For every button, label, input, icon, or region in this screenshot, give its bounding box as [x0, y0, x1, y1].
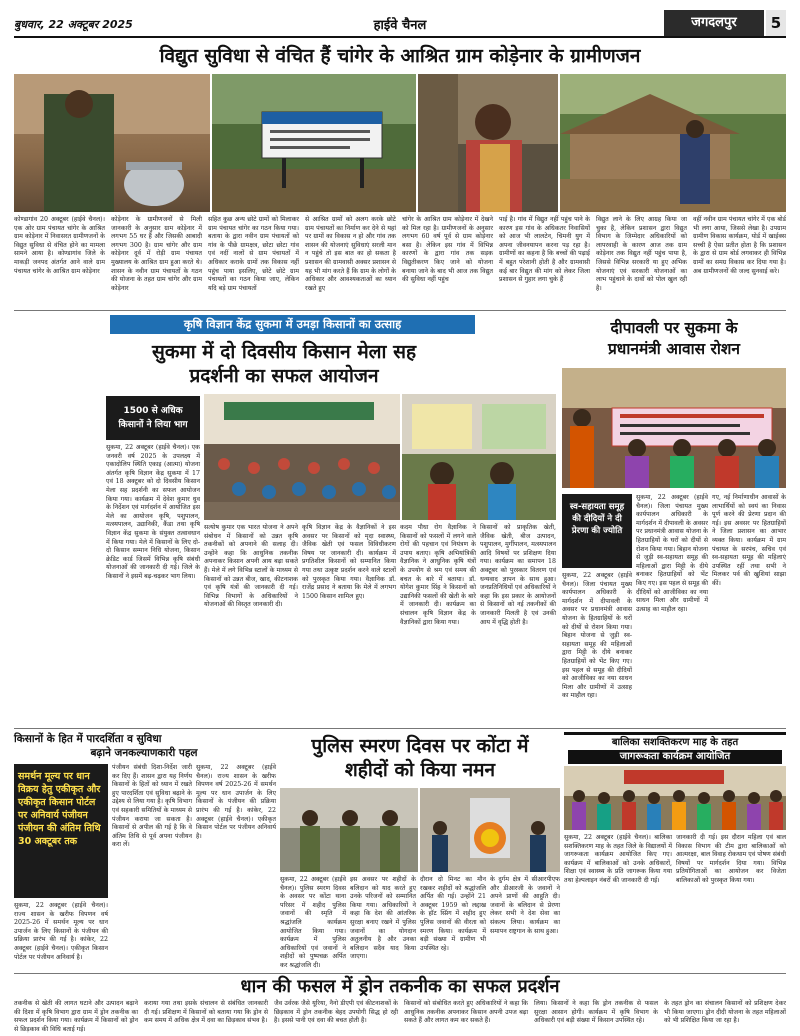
- story4-highlight-box: समर्थन मूल्य पर धान विक्रय हेतु एकीकृत और एकीकृत किसान पोर्टल पर अनिवार्य पंजीयन पंजीयन की अंतिम तिथि 30 अक्टूबर तक: [14, 764, 108, 898]
- story2-headline-line1: सुकमा में दो दिवसीय किसान मेला सह: [151, 341, 417, 363]
- story6-photo-girls-group: [564, 766, 786, 830]
- story7-col-4: किसानों को संबोधित करते हुए अधिकारियों ने कहा कि आधुनिक तकनीक अपनाकर किसान अपनी उपज बढ़ा सकते हैं और लागत कम कर सकते हैं।: [404, 1000, 528, 1025]
- page-header: [14, 10, 786, 38]
- story5-headline-line2: शहीदों को किया नमन: [344, 759, 496, 781]
- page-number: 5: [766, 10, 786, 36]
- story1-col-1: कोण्डागांव 20 अक्टूबर (हाईवे चैनल)। एक ओर ग्राम पंचायत चांगेर के आश्रित ग्राम कोड़ेनार में निवासरत ग्रामीणजनों के विद्युत सुविधा से वंचित होने का मामला सामने आया है। कोण्डागांव जिले के माकड़ी जनपद अंतर्गत आने वाले ग्राम पंचायत चांगेर के आश्रित ग्राम कोड़ेनार: [14, 216, 105, 275]
- story2-banner: कृषि विज्ञान केंद्र सुकमा में उमड़ा किसानों का उत्साह: [110, 315, 475, 334]
- story6-col-2: जानकारी दी गई। इस दौरान महिला एवं बाल विकास विभाग की टीम द्वारा बालिकाओं को आत्मरक्षा, बाल विवाह रोकथाम एवं पोषण संबंधी विषयों पर मार्गदर्शन दिया गया। विभिन्न प्रतियोगिताओं का आयोजन कर विजेता बालिकाओं को पुरस्कृत किया गया।: [676, 834, 787, 884]
- story2-col-4: कदम पौधा रोग वैज्ञानिक ने किसानों को फसलों में लगने वाले रोगों की पहचान एवं नियंत्रण के उपाय बताए। कृषि अभियांत्रिकी वैज्ञानिक ने आधुनिक कृषि यंत्रों के उपयोग से श्रम एवं समय की बचत के बारे में बताया। डॉ. योगेश कुमार सिंह ने किसानों को उद्यानिकी फसलों की खेती के बारे में जानकारी दी। कार्यक्रम का संचालन कृषि विज्ञान केंद्र के वैज्ञानिकों द्वारा किया गया।: [400, 524, 476, 626]
- story1-photo-woman-with-pot: [14, 74, 210, 212]
- story3-col-3: गए, नई निर्माणाधीन आवासों के लाभार्थियों को स्वयं का निवास पूर्ण करने की प्रेरणा प्रदान की गई। इस अवसर पर हितग्राहियों ने जिला प्रशासन का आभार व्यक्त किया। कार्यक्रम में ग्राम पंचायत के सरपंच, सचिव एवं स्व-सहायता समूह की महिलाएं उपस्थित रहीं तथा सभी ने मिलकर पर्व की खुशियां साझा कीं।: [712, 494, 786, 587]
- edition-city: जगदलपुर: [664, 10, 764, 36]
- story1-col-2: कोड़ेनार के ग्रामीणजनों से मिली जानकारी के अनुसार ग्राम कोड़ेनार में लगभग 55 घर हैं और जिसकी आबादी लगभग 300 है। ग्राम चांगेर और ग्राम कोड़ेनार दूर्व में रोड़ी ग्राम पंचायत मुख्यालय के आश्रित ग्राम हुआ करते थे। शासन के नवीन ग्राम पंचायतों के गठन की योजना के तहत ग्राम चांगेर और ग्राम कोड़ेनार: [111, 216, 202, 292]
- story3-col-1a: [562, 572, 632, 724]
- story7-col-5: लिया। किसानों ने कहा कि ड्रोन तकनीक से फसल सुरक्षा आसान होगी। कार्यक्रम में कृषि विभाग के अधिकारी एवं बड़ी संख्या में किसान उपस्थित रहे।: [534, 1000, 658, 1025]
- story1-col-3: सहित कुछ अन्य छोटे ग्रामों को मिलाकर ग्राम पंचायत चांगेर का गठन किया गया। बताया के द्वारा नवीन ग्राम पंचायतों को गांव के पीछे ग्रामक्षत्र, छोटा छोटा गांव एवं नदीं नालों से ग्राम पंचायतों में अधिकार कराके ग्रामों तक विकास नहीं पहुंच पाया इसलिए, छोटे छोटे ग्राम पंचायतों का गठन किया जाए, लेकिन यदि बड़े ग्राम पंचायतों: [208, 216, 299, 292]
- story2-photo-farmers-gathering: [204, 394, 400, 520]
- story1-photo-villager-woman: [418, 74, 558, 212]
- story3-highlight-box: स्व-सहायता समूह की दीदियों ने दी प्रेरणा की ज्योति: [562, 494, 632, 568]
- story3-headline-line2: प्रधानमंत्री आवास रोशन: [607, 340, 741, 358]
- story7-col-3: जैव उर्वरक जैसे यूरिया, नैनो डीएपी एवं कीटनाशकों के छिड़काव में ड्रोन तकनीक बेहद उपयोगी सिद्ध हो रही है। इससे पानी एवं दवा की बचत होती है।: [274, 1000, 398, 1025]
- story4-col-2: पंजीयन संबंधी दिशा-निर्देश जारी कर दिए हैं। शासन द्वारा यह निर्णय किसानों के हितों को ध्यान में रखते हुए पारदर्शिता एवं सुविधा बढ़ाने के उद्देश्य से लिया गया है। कृषि विभाग एवं सहकारी समितियों के माध्यम से पंजीयन कराया जा सकता है। किसानों से अपील की गई है कि वे अंतिम तिथि से पूर्व अपना पंजीयन करा लें।: [112, 764, 192, 849]
- story1-col-4: से आश्रित ग्रामों को अलग करके छोटे ग्राम पंचायतों का निर्माण कर देने से यहां पर ग्रामों का विकास न हो और गांव तक शासन की योजनाएं सुविधाएं सरली मान न पहुंचे तो इस बात का हो सकता है प्रशासन की ग्रामवासी अक्सर प्रशासन से यह भी मांग करते हैं कि ग्राम के लोगों के अधिकार और आवश्यकताओं का ध्यान रखते हुए: [305, 216, 396, 292]
- story6-headline-box: [564, 732, 786, 762]
- story2-headline-line2: प्रदर्शनी का सफल आयोजन: [189, 365, 379, 387]
- divider: [14, 728, 786, 729]
- story5-col-4: के दुर्गम क्षेत्र में सीआरपीएफ और डीआरजी के जवानों ने अपने प्राणों की आहुति दी। जवानों के बलिदान से प्रेरणा लेकर सभी ने देश सेवा का संकल्प लिया। कार्यक्रम का समापन राष्ट्रगान के साथ हुआ।: [490, 876, 560, 935]
- story1-col-8: वहीं नवीन ग्राम पंचायत चांगेर में एक बोर्ड भी लगा आया, जिससे लेखा है। उपग्राम ग्रामीण विकास कार्यक्रम, योर्ड में खाईक्स सच्ची है ऐसा प्रतीत होता है कि प्रशासन के द्वारा से ग्राम बोर्ड लगवाकर ही विभिन्न ग्रामों का समग्र विकास कर दिया गया है। अब ग्रामीणजनों की जल्द सुनवाई करे।: [693, 216, 786, 275]
- divider: [14, 310, 786, 311]
- story5-photo-memorial: [420, 788, 560, 872]
- story2-col-2: सत्योष कुमार एक भारत योजना ने अपने संबोधन में किसानों को उन्नत कृषि तकनीकों को अपनाने की सलाह दी। उन्होंने कहा कि आधुनिक तकनीक अपनाकर किसान अपनी आय बढ़ा सकते हैं। मेले में लगे विभिन्न स्टालों के माध्यम से किसानों को उन्नत बीज, खाद, कीटनाशक एवं कृषि यंत्रों की जानकारी दी गई। विभिन्न विभागों के अधिकारियों ने योजनाओं की विस्तृत जानकारी दी।: [204, 524, 298, 609]
- issue-date: बुधवार, 22 अक्टूबर 2025: [14, 18, 133, 31]
- story5-headline-line1: पुलिस स्मरण दिवस पर कोंटा में: [311, 735, 529, 757]
- story4-headline-line2: बढ़ाने जनकल्याणकारी पहल: [90, 747, 198, 759]
- story6-col-1: सुकमा, 22 अक्टूबर (हाईवे चैनल)। बालिका सशक्तिकरण माह के तहत जिले के विद्यालयों में जागरूकता कार्यक्रम आयोजित किए गए। कार्यक्रम में बालिकाओं को उनके अधिकारों, शिक्षा एवं स्वास्थ्य के प्रति जागरूक किया गया तथा हेल्पलाइन नंबरों की जानकारी दी गई।: [564, 834, 672, 884]
- newspaper-page: [14, 10, 787, 1033]
- story1-col-5: चांगेर के आश्रित ग्राम कोड़ेनार में देखने को मिल रहा है। ग्रामीणजनों के अनुसार लगभग 60 वर्ष पूर्व से ग्राम कोड़ेनार बसा है। लेकिन इस गांव में विभिन्न कारणों के द्वारा गांव तक सड़क विद्युतीकरण किए जाने को योजना बनाया जाने के बाद भी आज तक विद्युत की सुविधा नहीं पहुंच: [402, 216, 493, 284]
- story1-col-6: पाई है। गांव में विद्युत नहीं पहुंच पाने के कारण इस गांव के अधिकतर निवासियों को आज भी लालटेन, चिमनी युग में अपना जीवनयापन करना पड़ रहा है। ग्रामीणों का कहना है कि बच्चों की पढ़ाई में बहुत परेशानी होती है और ग्रामवासी कई बार विद्युत की मांग को लेकर जिला प्रशासन से गुहार लगा चुके हैं: [499, 216, 590, 284]
- story2-photo-exhibition: [402, 394, 556, 520]
- story1-headline: विद्युत सुविधा से वंचित हैं चांगेर के आश्रित ग्राम कोड़ेनार के ग्रामीणजन: [159, 45, 641, 67]
- story4-col-3: सुकमा, 22 अक्टूबर (हाईवे चैनल)। राज्य शासन के खरीफ विपणन वर्ष 2025-26 में समर्थन मूल्य पर धान उपार्जन के लिए किसानों के पंजीयन की प्रक्रिया प्रारंभ की गई है। कांकेर, 22 अक्टूबर (हाईवे चैनल)। एकीकृत किसान पोर्टल पर पंजीयन अनिवार्य है।: [196, 764, 276, 840]
- story2-highlight-box: 1500 से अधिक किसानों ने लिया भाग: [106, 396, 200, 440]
- story5-col-1: सुकमा, 22 अक्टूबर (हाईवे चैनल)। पुलिस स्मरण दिवस के अवसर पर कोंटा थाना परिसर में शहीद पुलिस जवानों की स्मृति में श्रद्धांजलि कार्यक्रम आयोजित किया गया। कार्यक्रम में पुलिस अधिकारियों एवं जवानों ने शहीदों को पुष्पचक्र अर्पित कर श्रद्धांजलि दी।: [280, 876, 346, 969]
- story7-col-1: तकनीक से खेती की लागत घटाने और उत्पादन बढ़ाने की दिशा में कृषि विभाग द्वारा ग्राम में ड्रोन तकनीक का सफल प्रदर्शन किया गया। कार्यक्रम में किसानों को ड्रोन से छिड़काव की विधि बताई गई।: [14, 1000, 138, 1033]
- story6-headline-line1: बालिका सशक्तिकरण माह के तहत: [611, 737, 739, 748]
- story3-col-2: सुकमा, 22 अक्टूबर (हाईवे चैनल)। जिला पंचायत मुख्य कार्यपालन अधिकारी के मार्गदर्शन में दीपावली के अवसर पर प्रधानमंत्री आवास योजना के हितग्राहियों के घरों को दीयों से रोशन किया गया। बिहान योजना से जुड़ी स्व-सहायता समूह की महिलाओं द्वारा मिट्टी के दीये बनाकर हितग्राहियों को भेंट किए गए। इस पहल से समूह की दीदियों को आजीविका का नया साधन मिला और ग्रामीणों में उत्साह का माहौल रहा।: [636, 494, 708, 613]
- divider: [14, 973, 786, 974]
- story2-col-5: किसानों को प्राकृतिक खेती, जैविक खेती, बीज उत्पादन, पशुपालन, मुर्गीपालन, मत्स्यपालन आदि विषयों पर प्रशिक्षण दिया गया। कार्यक्रम का समापन 18 अक्टूबर को पुरस्कार वितरण एवं धन्यवाद ज्ञापन के साथ हुआ। जनप्रतिनिधियों एवं अधिकारियों ने कहा कि इस प्रकार के आयोजनों से किसानों को नई तकनीकों की जानकारी मिलती है एवं उनकी आय में वृद्धि होती है।: [480, 524, 556, 626]
- story5-col-3: दौरान दो मिनट का मौन रखकर शहीदों को श्रद्धांजलि अर्पित की गई। उन्होंने 21 अक्टूबर 1959 को लद्दाख के हॉट स्प्रिंग में शहीद हुए पुलिस जवानों की वीरता को स्मरण किया। कार्यक्रम में बड़ी संख्या में ग्रामीण भी उपस्थित रहे।: [420, 876, 486, 952]
- story4-headline-line1: किसानों के हित में पारदर्शिता व सुविधा: [14, 733, 162, 745]
- story7-col-6: के तहत ड्रोन का संचालन किसानों को प्रशिक्षण देकर भी किया जाएगा। ड्रोन दीदी योजना के तहत महिलाओं को भी प्रशिक्षित किया जा रहा है।: [664, 1000, 786, 1025]
- story5-col-2: इस अवसर पर शहीदों के बलिदान को याद करते हुए उनके परिजनों को सम्मानित किया गया। अधिकारियों ने कहा कि देश की आंतरिक सुरक्षा बनाए रखने में पुलिस जवानों का योगदान अतुलनीय है और उनका बलिदान सदैव याद किया जाएगा।: [350, 876, 416, 961]
- story2-col-1: सुकमा, 22 अक्टूबर (हाईवे चैनल)। एक जनवरी वर्ष 2025 के उपलक्ष्य में एकादोलिप स्थिति एकाइ (आत्मा) योजना अंतर्गत कृषि विज्ञान केंद्र सुकमा में 17 एवं 18 अक्टूबर को दो दिवसीय किसान मेला सह प्रदर्शनी का सफल आयोजन किया गया। कार्यक्रम में देवेश कुमार धुव के निर्देशन एवं मार्गदर्शन में आयोजित इस मेले का आयोजन कृषि, पशुपालन, मत्स्यपालन, उद्यानिकी, कैंडा तथा कृषि विज्ञान केंद्र सुकमा के संयुक्त तत्वावधान में किया गया। मेले में किसानों के लिए दो-दो किसान सम्मान निधि योजना, किसान क्रेडिट कार्ड जिसमें विभिन्न कृषि संबंधी योजनाओं की जानकारी दी गई। जिले के किसानों ने इसमें बढ़-चढ़कर भाग लिया।: [106, 444, 200, 580]
- story6-headline-line2: जागरूकता कार्यक्रम आयोजित: [568, 750, 782, 764]
- story5-photo-officers-salute: [280, 788, 418, 872]
- story7-col-2: कराया गया तथा इसके संचालन से संबंधित जानकारी दी गई। प्रशिक्षण में किसानों को बताया गया कि ड्रोन से कम समय में अधिक क्षेत्र में दवा का छिड़काव संभव है।: [144, 1000, 268, 1025]
- story3-col-1-text: सुकमा, 22 अक्टूबर (हाईवे चैनल)। जिला पंचायत मुख्य कार्यपालन अधिकारी के मार्गदर्शन में दीपावली के अवसर पर प्रधानमंत्री आवास योजना के हितग्राहियों के घरों को दीयों से रोशन किया गया। बिहान योजना से जुड़ी स्व-सहायता समूह की महिलाओं द्वारा मिट्टी के दीये बनाकर हितग्राहियों को भेंट किए गए। इस पहल से समूह की दीदियों को आजीविका का नया साधन मिला और ग्रामीणों में उत्साह का माहौल रहा।: [562, 572, 632, 700]
- story2-col-3: कृषि विज्ञान केंद्र के वैज्ञानिकों ने इस अवसर पर किसानों को मृदा स्वास्थ्य, जैविक खेती एवं फसल विविधीकरण विषय पर जानकारी दी। कार्यक्रम में प्रगतिशील किसानों को सम्मानित किया गया तथा उत्कृष्ट प्रदर्शन करने वाले स्टालों को पुरस्कृत किया गया। वैज्ञानिक डॉ. राजेंद्र प्रसाद ने बताया कि मेले में लगभग 1500 किसान शामिल हुए।: [302, 524, 396, 600]
- story3-photo-women-with-banner: [562, 368, 786, 488]
- story4-col-1: सुकमा, 22 अक्टूबर (हाईवे चैनल)। राज्य शासन के खरीफ विपणन वर्ष 2025-26 में समर्थन मूल्य पर धान उपार्जन के लिए किसानों के पंजीयन की प्रक्रिया प्रारंभ की गई है। कांकेर, 22 अक्टूबर (हाईवे चैनल)। एकीकृत किसान पोर्टल पर पंजीयन अनिवार्य है।: [14, 902, 108, 961]
- story7-headline: धान की फसल में ड्रोन तकनीक का सफल प्रदर्शन: [240, 976, 560, 997]
- story1-col-7: विद्युत लाने के लिए आग्रह किया जा चुका है, लेकिन प्रशासन द्वारा विद्युत विभाग के जिम्मेदार अधिकारियों को लापरवाही के कारण आज तक ग्राम कोड़ेनार तक विद्युत नहीं पहुंच पाया है, जिससे विभिन्न सरकारी या हुए अभिक योजनाएं एवं सरकारी योजनाओं का लाभ पहुंचाने के दावों को पोल खुल रही है।: [596, 216, 687, 292]
- story3-headline-line1: दीपावली पर सुकमा के: [610, 319, 738, 337]
- story1-photo-signboard: [212, 74, 416, 212]
- newspaper-name: हाईवे चैनल: [373, 18, 427, 33]
- story1-photo-hut-village: [560, 74, 786, 212]
